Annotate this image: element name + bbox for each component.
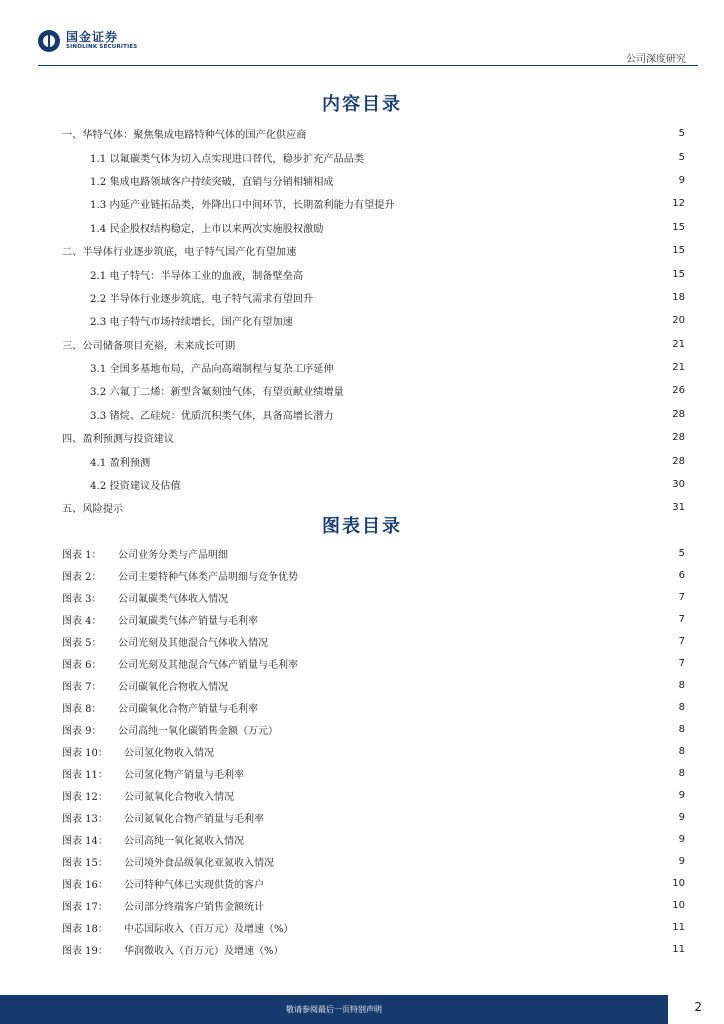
figure-page: 9 <box>678 789 685 801</box>
toc-entry-label: 2.3 电子特气市场持续增长，国产化有望加速 <box>90 317 293 329</box>
figure-page: 6 <box>678 569 685 581</box>
figure-entry[interactable] <box>62 608 685 630</box>
dot-leader <box>312 129 674 139</box>
dot-leader <box>339 409 668 419</box>
figure-label: 公司氮氧化合物产销量与毛利率 <box>124 813 264 825</box>
figure-entry[interactable] <box>62 850 685 872</box>
figure-number: 图表 15： <box>62 857 108 869</box>
company-logo <box>38 30 137 52</box>
figure-entry[interactable] <box>62 894 685 916</box>
toc-entry-page: 15 <box>672 268 685 280</box>
figure-page: 8 <box>678 701 685 713</box>
toc-entry[interactable] <box>62 379 685 402</box>
figure-label: 公司光刻及其他混合气体产销量与毛利率 <box>118 659 298 671</box>
toc-entry-page: 30 <box>672 479 685 491</box>
dot-leader <box>233 548 674 558</box>
figure-page: 8 <box>678 767 685 779</box>
figure-label: 公司境外食品级氧化亚氮收入情况 <box>124 857 274 869</box>
figure-entry[interactable] <box>62 762 685 784</box>
figure-number: 图表 4： <box>62 615 102 627</box>
figure-number: 图表 19： <box>62 945 108 957</box>
dot-leader <box>283 724 674 734</box>
figure-entry[interactable] <box>62 784 685 806</box>
figure-label: 公司部分终端客户销售金额统计 <box>124 901 264 913</box>
figure-entry[interactable] <box>62 806 685 828</box>
dot-leader <box>233 592 674 602</box>
toc-entry-label: 1.3 内延产业链拓品类，外降出口中间环节，长期盈利能力有望提升 <box>90 200 395 212</box>
toc-entry-label: 1.4 民企股权结构稳定，上市以来两次实施股权激励 <box>90 223 324 235</box>
figure-entry[interactable] <box>62 652 685 674</box>
figure-number: 图表 17： <box>62 901 108 913</box>
toc-entry[interactable] <box>62 262 685 285</box>
toc-entry-page: 21 <box>672 338 685 350</box>
page-number: 2 <box>694 1000 702 1014</box>
figure-page: 7 <box>678 591 685 603</box>
dot-leader <box>289 944 668 954</box>
figure-entry[interactable] <box>62 586 685 608</box>
dot-leader <box>279 856 674 866</box>
toc-entry-label: 一、华特气体：聚焦集成电路特种气体的国产化供应商 <box>62 130 307 142</box>
figure-page: 7 <box>678 613 685 625</box>
toc-entry[interactable] <box>62 145 685 168</box>
figure-number: 图表 3： <box>62 593 102 605</box>
dot-leader <box>303 570 674 580</box>
figure-page: 7 <box>678 635 685 647</box>
toc-entry[interactable] <box>62 356 685 379</box>
list-of-figures <box>62 542 685 960</box>
figure-entry[interactable] <box>62 916 685 938</box>
toc-entry[interactable] <box>62 169 685 192</box>
header-divider <box>38 65 698 66</box>
dot-leader <box>269 900 667 910</box>
logo-cn: 国金证券 <box>66 30 119 45</box>
figure-label: 公司氢化物收入情况 <box>124 747 214 759</box>
toc-title: 内容目录 <box>322 94 402 115</box>
figure-label: 公司高纯一氧化碳销售金额（万元） <box>118 725 278 737</box>
figure-number: 图表 16： <box>62 879 108 891</box>
toc-entry[interactable] <box>62 449 685 472</box>
dot-leader <box>233 680 674 690</box>
toc-entry[interactable] <box>62 122 685 145</box>
toc-entry-page: 15 <box>672 221 685 233</box>
figure-number: 图表 12： <box>62 791 108 803</box>
dot-leader <box>186 480 668 490</box>
figure-number: 图表 9： <box>62 725 102 737</box>
toc-entry-page: 15 <box>672 245 685 257</box>
dot-leader <box>269 878 667 888</box>
dot-leader <box>263 614 674 624</box>
dot-leader <box>298 316 667 326</box>
toc-entry-page: 28 <box>672 455 685 467</box>
figure-entry[interactable] <box>62 872 685 894</box>
figures-title: 图表目录 <box>322 516 402 537</box>
dot-leader <box>339 175 674 185</box>
dot-leader <box>269 812 674 822</box>
dot-leader <box>239 790 674 800</box>
figure-page: 11 <box>672 921 685 933</box>
figure-label: 公司氟碳类气体收入情况 <box>118 593 228 605</box>
toc-entry-page: 20 <box>672 315 685 327</box>
figure-number: 图表 11： <box>62 769 108 781</box>
toc-entry-label: 4.2 投资建议及估值 <box>90 481 181 493</box>
toc-entry[interactable] <box>62 403 685 426</box>
figure-page: 7 <box>678 657 685 669</box>
figure-number: 图表 2： <box>62 571 102 583</box>
logo-en: SINOLINK SECURITIES <box>66 44 138 51</box>
dot-leader <box>308 269 667 279</box>
dot-leader <box>263 702 674 712</box>
toc-entry[interactable] <box>62 286 685 309</box>
figure-entry[interactable] <box>62 542 685 564</box>
toc-entry-label: 2.2 半导体行业逐步筑底，电子特气需求有望回升 <box>90 293 314 305</box>
figure-number: 图表 10： <box>62 747 108 759</box>
dot-leader <box>249 834 674 844</box>
figure-page: 5 <box>678 547 685 559</box>
toc-entry-label: 1.1 以氟碳类气体为切入点实现进口替代，稳步扩充产品品类 <box>90 153 365 165</box>
dot-leader <box>299 922 668 932</box>
figure-number: 图表 6： <box>62 659 102 671</box>
figure-entry[interactable] <box>62 718 685 740</box>
figure-page: 8 <box>678 745 685 757</box>
figure-entry[interactable] <box>62 630 685 652</box>
document-type: 公司深度研究 <box>626 54 686 65</box>
figure-label: 公司高纯一氧化氮收入情况 <box>124 835 244 847</box>
toc-entry[interactable] <box>62 216 685 239</box>
toc-entry[interactable] <box>62 473 685 496</box>
toc-entry-label: 3.1 全国多基地布局，产品向高端制程与复杂工序延伸 <box>90 364 334 376</box>
figure-page: 9 <box>678 855 685 867</box>
figure-page: 11 <box>672 943 685 955</box>
figure-number: 图表 13： <box>62 813 108 825</box>
figure-number: 图表 8： <box>62 703 102 715</box>
figure-label: 中芯国际收入（百万元）及增速（%） <box>124 923 294 935</box>
footer-disclaimer: 敬请参阅最后一页特别声明 <box>286 1005 382 1014</box>
figure-page: 8 <box>678 723 685 735</box>
dot-leader <box>179 433 667 443</box>
toc-entry-page: 31 <box>672 502 685 514</box>
dot-leader <box>369 152 674 162</box>
figure-label: 公司氢化物产销量与毛利率 <box>124 769 244 781</box>
toc-entry-label: 五、风险提示 <box>62 504 124 516</box>
toc-entry[interactable] <box>62 309 685 332</box>
dot-leader <box>240 339 667 349</box>
toc-entry-label: 三、公司储备项目充裕，未来成长可期 <box>62 340 236 352</box>
figure-entry[interactable] <box>62 674 685 696</box>
figure-label: 公司主要特种气体类产品明细与竞争优势 <box>118 571 298 583</box>
toc-entry-label: 3.3 锗烷、乙硅烷：优质沉积类气体，具备高增长潜力 <box>90 410 334 422</box>
dot-leader <box>273 636 674 646</box>
toc-entry-page: 12 <box>672 198 685 210</box>
figure-number: 图表 1： <box>62 549 102 561</box>
table-of-contents <box>62 122 685 520</box>
dot-leader <box>301 246 667 256</box>
figure-number: 图表 7： <box>62 681 102 693</box>
figure-entry[interactable] <box>62 828 685 850</box>
figure-entry[interactable] <box>62 696 685 718</box>
dot-leader <box>339 363 668 373</box>
figure-label: 公司光刻及其他混合气体收入情况 <box>118 637 268 649</box>
figure-label: 公司碳氧化合物收入情况 <box>118 681 228 693</box>
toc-entry-label: 2.1 电子特气：半导体工业的血液，制备壁垒高 <box>90 270 304 282</box>
figure-label: 公司碳氧化合物产销量与毛利率 <box>118 703 258 715</box>
figure-entry[interactable] <box>62 564 685 586</box>
figure-label: 公司氟碳类气体产销量与毛利率 <box>118 615 258 627</box>
figure-label: 公司业务分类与产品明细 <box>118 549 228 561</box>
dot-leader <box>155 456 667 466</box>
figure-entry[interactable] <box>62 938 685 960</box>
dot-leader <box>303 658 674 668</box>
toc-entry-page: 26 <box>672 385 685 397</box>
dot-leader <box>318 292 667 302</box>
figure-number: 图表 14： <box>62 835 108 847</box>
toc-entry-label: 二、半导体行业逐步筑底，电子特气国产化有望加速 <box>62 247 297 259</box>
figure-page: 8 <box>678 679 685 691</box>
figure-page: 9 <box>678 811 685 823</box>
toc-entry-label: 3.2 六氟丁二烯：新型含氟刻蚀气体，有望贡献业绩增量 <box>90 387 344 399</box>
dot-leader <box>219 746 674 756</box>
toc-entry[interactable] <box>62 192 685 215</box>
toc-entry-page: 28 <box>672 408 685 420</box>
figure-label: 公司氮氧化合物收入情况 <box>124 791 234 803</box>
toc-entry[interactable] <box>62 333 685 356</box>
toc-entry[interactable] <box>62 239 685 262</box>
figure-number: 图表 18： <box>62 923 108 935</box>
page-header <box>0 0 724 70</box>
toc-entry-label: 1.2 集成电路领域客户持续突破，直销与分销相辅相成 <box>90 176 334 188</box>
figure-entry[interactable] <box>62 740 685 762</box>
toc-entry-page: 21 <box>672 362 685 374</box>
figure-label: 华润微收入（百万元）及增速（%） <box>124 945 284 957</box>
dot-leader <box>400 199 668 209</box>
figure-page: 9 <box>678 833 685 845</box>
toc-entry-page: 18 <box>672 291 685 303</box>
dot-leader <box>328 222 667 232</box>
toc-entry-page: 9 <box>678 174 685 186</box>
toc-entry-page: 5 <box>678 128 685 140</box>
dot-leader <box>249 768 674 778</box>
figure-label: 公司特种气体已实现供货的客户 <box>124 879 264 891</box>
toc-entry-page: 28 <box>672 432 685 444</box>
toc-entry-page: 5 <box>678 151 685 163</box>
toc-entry[interactable] <box>62 426 685 449</box>
figure-page: 10 <box>672 899 685 911</box>
dot-leader <box>349 386 668 396</box>
toc-entry-label: 4.1 盈利预测 <box>90 457 151 469</box>
figure-number: 图表 5： <box>62 637 102 649</box>
figure-page: 10 <box>672 877 685 889</box>
toc-entry-label: 四、盈利预测与投资建议 <box>62 434 175 446</box>
logo-mark-icon <box>38 30 60 52</box>
